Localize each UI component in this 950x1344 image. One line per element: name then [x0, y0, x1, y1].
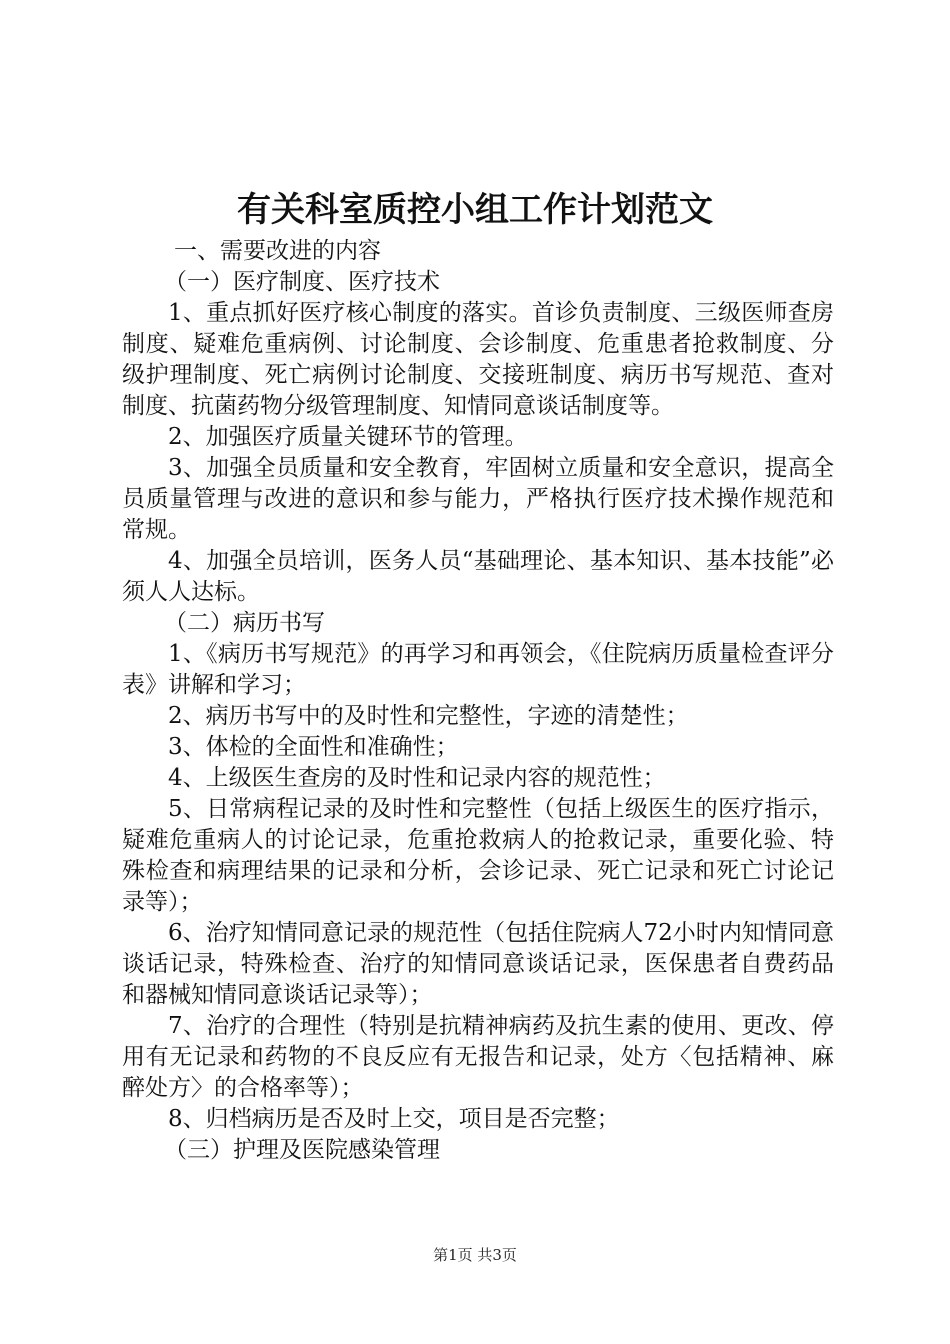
paragraph: 2、加强医疗质量关键环节的管理。: [168, 424, 528, 450]
paragraph: 3、加强全员质量和安全教育，牢固树立质量和安全意识，提高全员质量管理与改进的意识和参与能力，严格执行医疗技术操作规范和常规。: [122, 455, 834, 543]
paragraph: 8、归档病历是否及时上交，项目是否完整；: [168, 1106, 620, 1132]
page-number-footer: 第1页 共3页: [433, 1246, 517, 1264]
paragraph: 1、《病历书写规范》的再学习和再领会，《住院病历质量检查评分表》讲解和学习；: [122, 641, 834, 698]
subsection-heading-2: （二）病历书写: [164, 610, 325, 636]
document-title: 有关科室质控小组工作计划范文: [237, 190, 713, 230]
subsection-heading-3: （三）护理及医院感染管理: [164, 1137, 440, 1163]
subsection-heading-1: （一）医疗制度、医疗技术: [164, 269, 440, 295]
paragraph: 5、日常病程记录的及时性和完整性（包括上级医生的医疗指示，疑难危重病人的讨论记录，危重抢救病人的抢救记录，重要化验、特殊检查和病理结果的记录和分析，会诊记录、死亡记录和死亡讨论记录等）；: [122, 796, 834, 915]
document-body: [122, 236, 834, 1166]
paragraph: 1、重点抓好医疗核心制度的落实。首诊负责制度、三级医师查房制度、疑难危重病例、讨论制度、会诊制度、危重患者抢救制度、分级护理制度、死亡病例讨论制度、交接班制度、病历书写规范、查对制度、抗菌药物分级管理制度、知情同意谈话制度等。: [122, 300, 834, 419]
section-heading-1: 一、需要改进的内容: [174, 238, 381, 264]
paragraph: 4、加强全员培训，医务人员“基础理论、基本知识、基本技能”必须人人达标。: [122, 548, 834, 605]
paragraph: 2、病历书写中的及时性和完整性，字迹的清楚性；: [168, 703, 689, 729]
paragraph: 4、上级医生查房的及时性和记录内容的规范性；: [168, 765, 666, 791]
paragraph: 3、体检的全面性和准确性；: [168, 734, 459, 760]
paragraph: 6、治疗知情同意记录的规范性（包括住院病人72小时内知情同意谈话记录，特殊检查、治疗的知情同意谈话记录，医保患者自费药品和器械知情同意谈话记录等）；: [122, 920, 834, 1008]
paragraph: 7、治疗的合理性（特别是抗精神病药及抗生素的使用、更改、停用有无记录和药物的不良反应有无报告和记录，处方〈包括精神、麻醉处方〉的合格率等）；: [122, 1013, 834, 1101]
